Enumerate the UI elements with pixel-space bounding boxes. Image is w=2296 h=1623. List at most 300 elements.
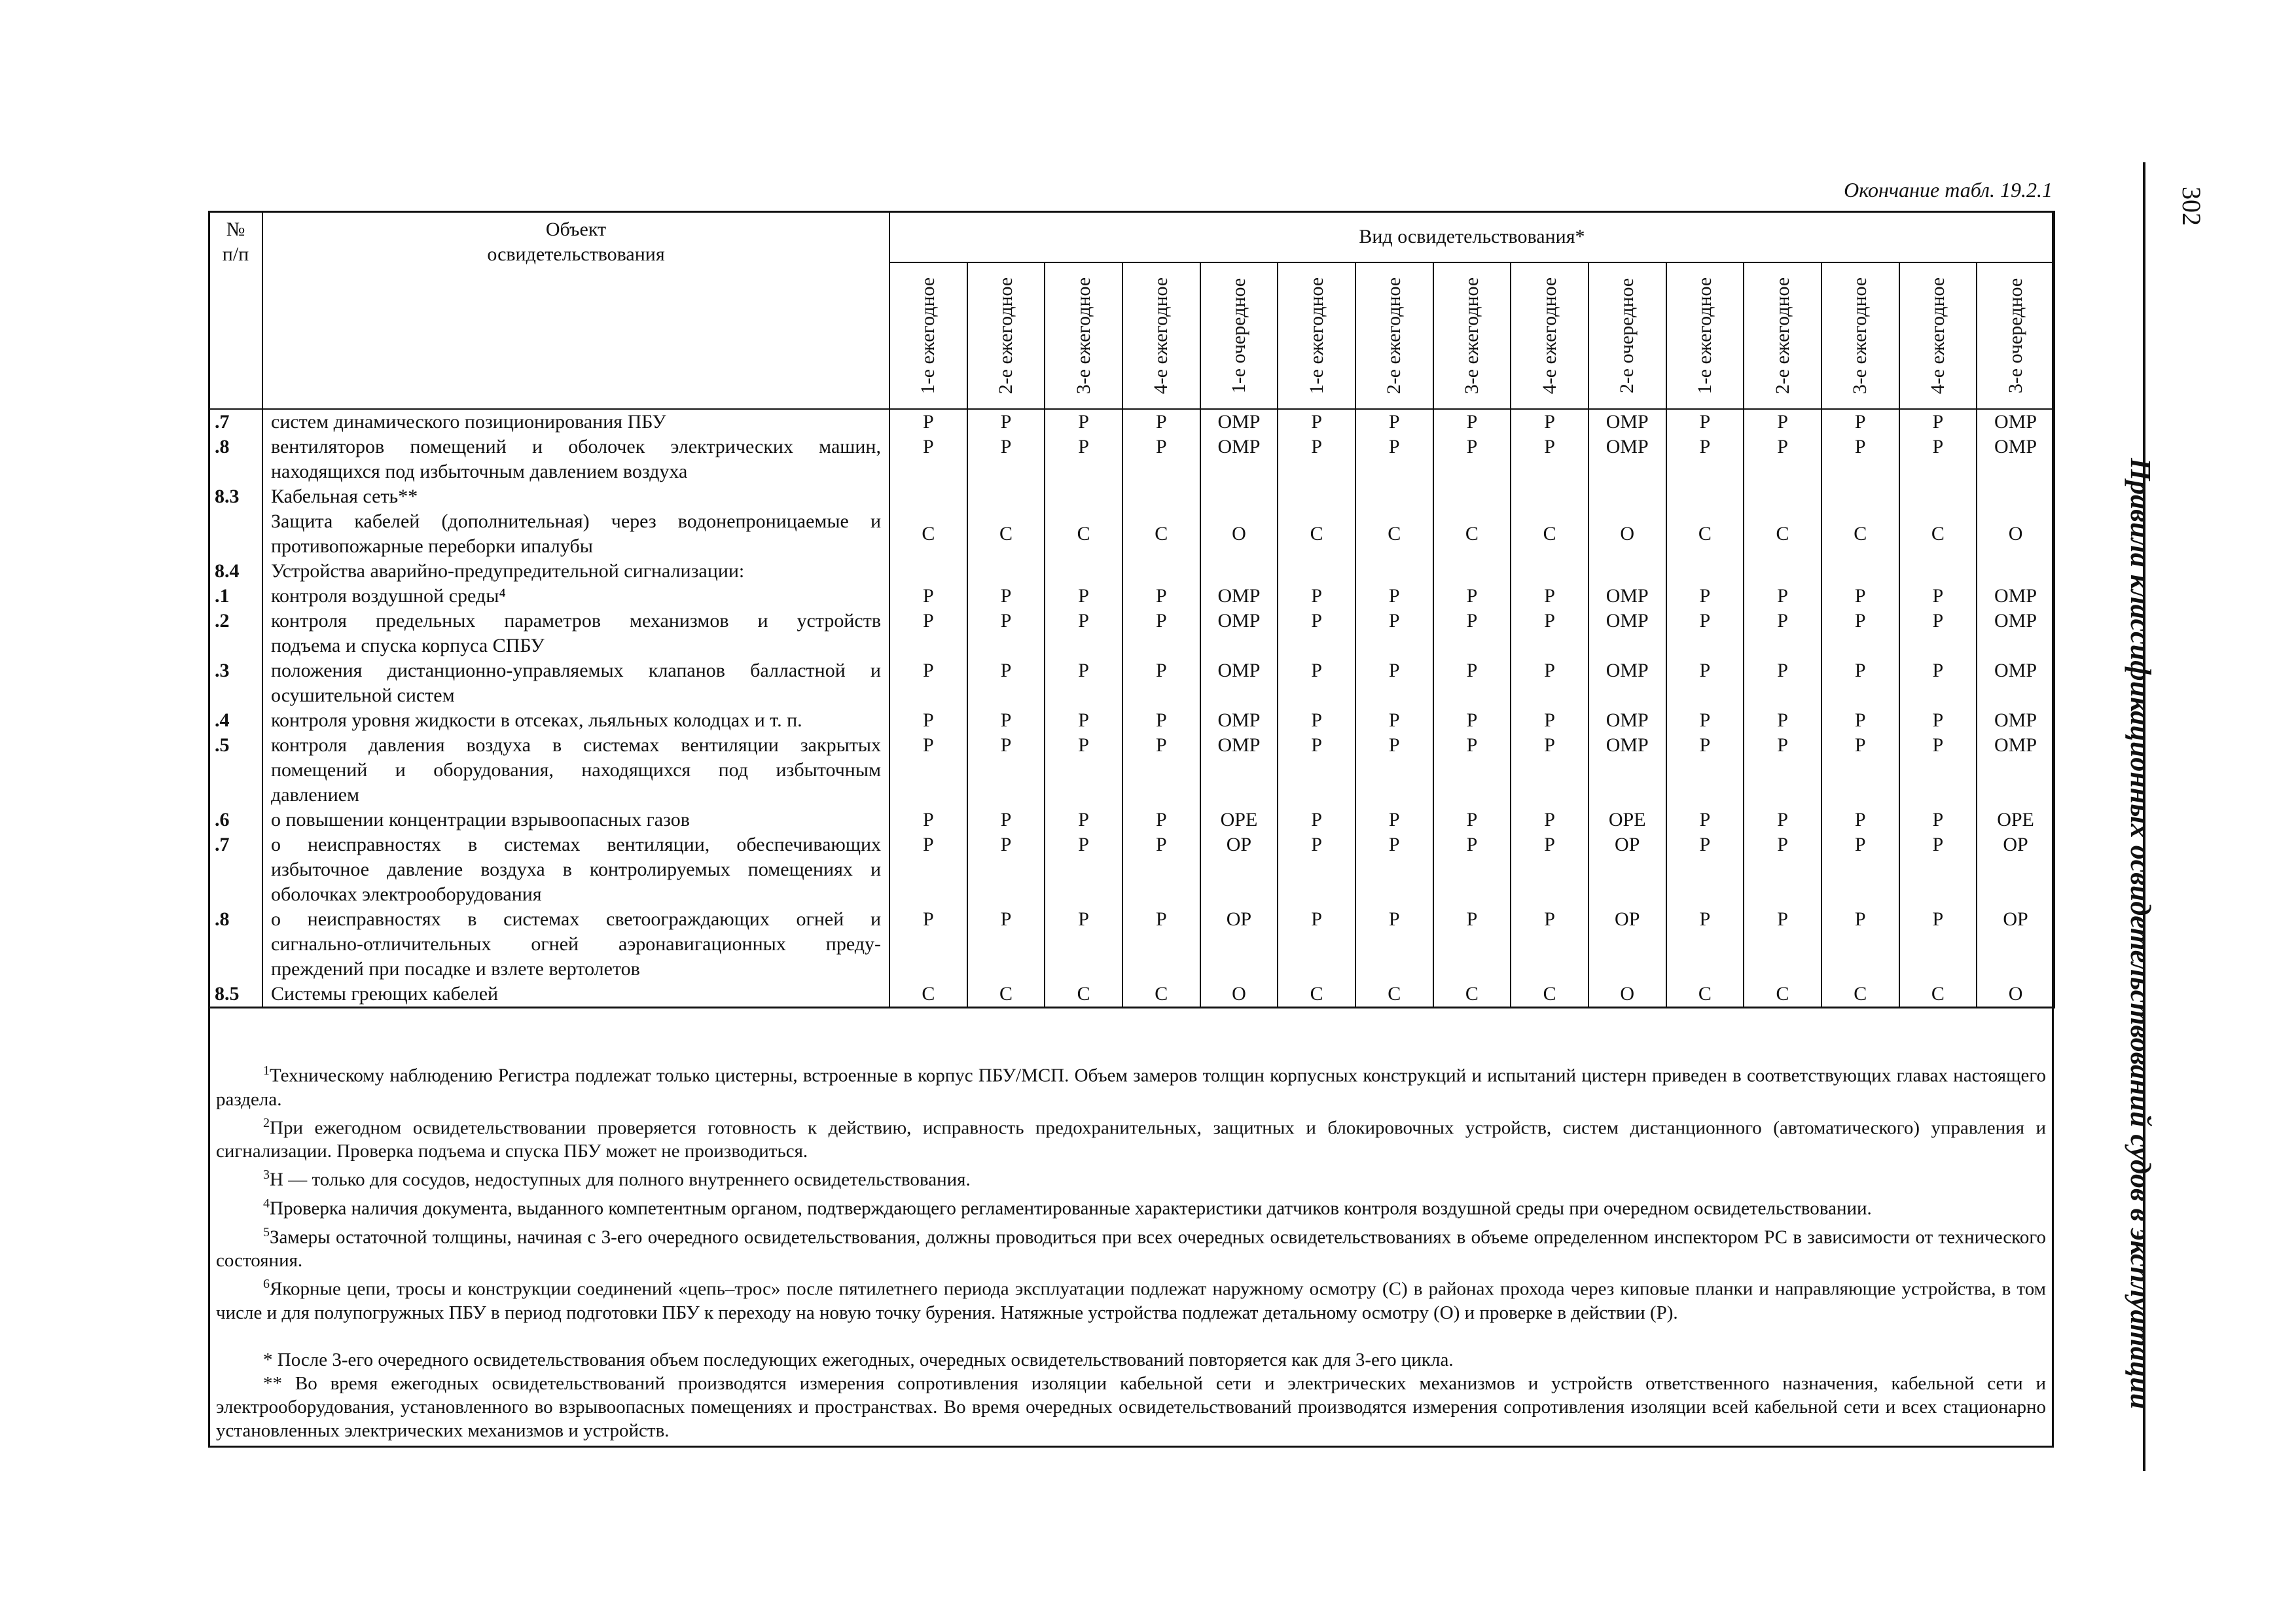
survey-value: Р xyxy=(889,584,967,609)
header-column-label: 3-е ежегодное xyxy=(1460,277,1482,395)
survey-value xyxy=(1200,559,1278,584)
survey-value: О xyxy=(1200,982,1278,1008)
survey-value: Р xyxy=(1511,658,1588,708)
survey-value: Р xyxy=(1122,584,1200,609)
survey-value: Р xyxy=(967,609,1045,658)
table-row xyxy=(209,435,2054,484)
survey-value: Р xyxy=(889,658,967,708)
survey-value: Р xyxy=(1278,832,1355,907)
item-number: 8.4 xyxy=(209,559,262,584)
survey-value: Р xyxy=(1744,609,1821,658)
survey-value: Р xyxy=(1045,832,1122,907)
item-number: .8 xyxy=(209,435,262,484)
survey-value: Р xyxy=(1744,708,1821,733)
survey-value: Р xyxy=(1744,733,1821,808)
survey-value: ОМР xyxy=(1200,435,1278,484)
survey-value xyxy=(1744,484,1821,509)
footnote-mark: 2 xyxy=(263,1115,270,1130)
survey-value: Р xyxy=(1821,609,1899,658)
survey-value: Р xyxy=(1122,409,1200,435)
survey-value: ОР xyxy=(1200,907,1278,982)
survey-value: ОМР xyxy=(1200,733,1278,808)
survey-value: Р xyxy=(1899,584,1977,609)
item-number: .7 xyxy=(209,832,262,907)
item-number: 8.3 xyxy=(209,484,262,509)
table-row xyxy=(209,658,2054,708)
header-column xyxy=(967,262,1045,409)
survey-value: Р xyxy=(1899,609,1977,658)
footnote-mark: 1 xyxy=(263,1063,270,1078)
survey-value: ОМР xyxy=(1200,609,1278,658)
survey-value: ОМР xyxy=(1977,733,2054,808)
footnote-text: Замеры остаточной толщины, начиная с 3-его очередного освидетельствования, должны проводиться при всех очередных освидетельствованиях в объеме определенном инспектором РС в зависимости от технического состояния. xyxy=(216,1226,2046,1272)
item-object xyxy=(262,484,889,509)
item-object-line: контроля давления воздуха в системах вентиляции закрытых xyxy=(271,734,881,756)
survey-value: Р xyxy=(1744,409,1821,435)
survey-value: ОМР xyxy=(1977,584,2054,609)
survey-value: Р xyxy=(1433,409,1511,435)
survey-value: Р xyxy=(889,609,967,658)
survey-value: Р xyxy=(1122,907,1200,982)
footnotes xyxy=(216,1059,2046,1442)
survey-value: Р xyxy=(967,435,1045,484)
survey-value xyxy=(967,559,1045,584)
item-object-line: оболочках электрооборудования xyxy=(271,883,542,905)
survey-value: ОМР xyxy=(1977,658,2054,708)
item-object-line: осушительной систем xyxy=(271,685,455,706)
survey-value: ОМР xyxy=(1588,609,1666,658)
asterisk-note: * После 3-его очередного освидетельствования объем последующих ежегодных, очередных освидетельствований повторяется как для 3-его цикла. xyxy=(263,1349,1454,1370)
survey-value xyxy=(889,484,967,509)
survey-value: Р xyxy=(1666,409,1744,435)
item-object xyxy=(262,584,889,609)
survey-value: Р xyxy=(1899,708,1977,733)
table-row xyxy=(209,584,2054,609)
survey-value: Р xyxy=(1355,708,1433,733)
survey-value: Р xyxy=(1666,907,1744,982)
survey-value: Р xyxy=(1433,435,1511,484)
survey-value: Р xyxy=(1744,435,1821,484)
survey-value: Р xyxy=(1045,435,1122,484)
header-column xyxy=(1899,262,1977,409)
survey-value: С xyxy=(967,509,1045,559)
survey-value: Р xyxy=(1666,808,1744,832)
survey-value: Р xyxy=(1045,808,1122,832)
header-column-label: 2-е ежегодное xyxy=(994,277,1016,395)
survey-value: ОР xyxy=(1977,907,2054,982)
survey-value xyxy=(1666,559,1744,584)
header-column-label: 1-е ежегодное xyxy=(1693,277,1715,395)
survey-value: О xyxy=(1200,509,1278,559)
survey-value: Р xyxy=(1511,808,1588,832)
survey-value: Р xyxy=(967,708,1045,733)
survey-value: Р xyxy=(1821,584,1899,609)
footnote-mark: 6 xyxy=(263,1277,270,1292)
item-object-line: контроля уровня жидкости в отсеках, льяльных колодцах и т. п. xyxy=(271,709,802,731)
survey-value: Р xyxy=(1122,609,1200,658)
survey-value: Р xyxy=(1899,832,1977,907)
survey-value: Р xyxy=(1511,907,1588,982)
item-object xyxy=(262,559,889,584)
survey-value: Р xyxy=(1433,708,1511,733)
item-object xyxy=(262,907,889,982)
header-column xyxy=(1821,262,1899,409)
survey-value xyxy=(967,484,1045,509)
survey-value xyxy=(1355,484,1433,509)
footnote-text: Техническому наблюдению Регистра подлежат только цистерны, встроенные в корпус ПБУ/МСП. Объем замеров толщин корпусных конструкций и испытаний цистерн приведен в соответствующих главах настоящего раздела. xyxy=(216,1065,2046,1110)
survey-value: Р xyxy=(1511,708,1588,733)
survey-value: Р xyxy=(1122,435,1200,484)
item-object-line: вентиляторов помещений и оболочек электрических машин, xyxy=(271,436,881,457)
survey-value: Р xyxy=(967,658,1045,708)
survey-value: Р xyxy=(889,708,967,733)
survey-value xyxy=(1899,484,1977,509)
survey-value: Р xyxy=(1511,733,1588,808)
item-number: .1 xyxy=(209,584,262,609)
survey-value: Р xyxy=(1278,658,1355,708)
item-object-line: Защита кабелей (дополнительная) через водонепроницаемые и xyxy=(271,510,881,532)
item-object xyxy=(262,435,889,484)
survey-value xyxy=(1744,559,1821,584)
survey-value: Р xyxy=(1511,584,1588,609)
survey-value: С xyxy=(889,509,967,559)
survey-value xyxy=(1821,484,1899,509)
survey-value: С xyxy=(1433,982,1511,1008)
survey-value: Р xyxy=(1045,658,1122,708)
survey-value: С xyxy=(1821,509,1899,559)
survey-value: Р xyxy=(1355,409,1433,435)
survey-value: Р xyxy=(1821,832,1899,907)
survey-value: С xyxy=(1433,509,1511,559)
survey-value xyxy=(1122,484,1200,509)
survey-value: С xyxy=(889,982,967,1008)
survey-value: С xyxy=(1045,982,1122,1008)
survey-value: Р xyxy=(1666,708,1744,733)
survey-value: ОР xyxy=(1200,832,1278,907)
item-object-line: преждений при посадке и взлете вертолетов xyxy=(271,958,640,980)
survey-value: Р xyxy=(1045,907,1122,982)
survey-value xyxy=(1977,484,2054,509)
survey-value: Р xyxy=(967,409,1045,435)
survey-value: Р xyxy=(1278,609,1355,658)
survey-value: С xyxy=(1278,509,1355,559)
survey-value: Р xyxy=(1122,733,1200,808)
footnote xyxy=(216,1272,2046,1325)
survey-value: О xyxy=(1588,509,1666,559)
survey-value: Р xyxy=(1666,609,1744,658)
survey-value xyxy=(1666,484,1744,509)
survey-value xyxy=(1433,559,1511,584)
header-column xyxy=(1666,262,1744,409)
survey-value: Р xyxy=(1045,708,1122,733)
survey-value: Р xyxy=(1666,733,1744,808)
survey-value: С xyxy=(1666,982,1744,1008)
survey-value: С xyxy=(1821,982,1899,1008)
table-row xyxy=(209,409,2054,435)
survey-value: Р xyxy=(1355,435,1433,484)
survey-value: Р xyxy=(1744,808,1821,832)
header-column xyxy=(1433,262,1511,409)
page-number: 302 xyxy=(2177,187,2206,226)
table-row xyxy=(209,832,2054,907)
item-object-line: систем динамического позиционирования ПБУ xyxy=(271,411,666,433)
survey-value: С xyxy=(1122,982,1200,1008)
survey-value: Р xyxy=(1045,584,1122,609)
table-caption: Окончание табл. 19.2.1 xyxy=(1844,178,2053,202)
table-row xyxy=(209,708,2054,733)
survey-value: Р xyxy=(1666,584,1744,609)
header-column xyxy=(1200,262,1278,409)
survey-value: Р xyxy=(1355,808,1433,832)
survey-value xyxy=(1511,484,1588,509)
survey-value: С xyxy=(1744,509,1821,559)
survey-value xyxy=(1045,484,1122,509)
item-object-line: избыточное давление воздуха в контролируемых помещениях и xyxy=(271,859,881,880)
item-number: .2 xyxy=(209,609,262,658)
item-object-line: сигнально-отличительных огней аэронавигационных преду- xyxy=(271,933,881,955)
survey-value: ОРЕ xyxy=(1200,808,1278,832)
item-object-line: контроля предельных параметров механизмов и устройств xyxy=(271,610,881,632)
survey-value: Р xyxy=(1899,409,1977,435)
survey-value: Р xyxy=(1355,658,1433,708)
survey-value: Р xyxy=(1433,907,1511,982)
item-object xyxy=(262,832,889,907)
item-number: .3 xyxy=(209,658,262,708)
footnote-mark: 5 xyxy=(263,1224,270,1240)
survey-value: Р xyxy=(1744,584,1821,609)
item-object xyxy=(262,409,889,435)
footnote-text: Проверка наличия документа, выданного компетентным органом, подтверждающего регламентированные характеристики датчиков контроля воздушной среды при очередном освидетельствовании. xyxy=(270,1198,1872,1219)
item-number: .7 xyxy=(209,409,262,435)
survey-value: Р xyxy=(1511,832,1588,907)
survey-value: Р xyxy=(1666,658,1744,708)
table-row xyxy=(209,484,2054,509)
survey-value: Р xyxy=(1433,584,1511,609)
survey-value: ОМР xyxy=(1588,584,1666,609)
survey-value: Р xyxy=(1122,658,1200,708)
survey-value: Р xyxy=(967,733,1045,808)
header-column-label: 1-е ежегодное xyxy=(917,277,939,395)
table-row xyxy=(209,509,2054,559)
survey-value: Р xyxy=(1355,733,1433,808)
item-object xyxy=(262,982,889,1008)
item-number: .6 xyxy=(209,808,262,832)
survey-value: Р xyxy=(1045,733,1122,808)
survey-value: Р xyxy=(1278,708,1355,733)
survey-value xyxy=(1433,484,1511,509)
survey-value: Р xyxy=(967,907,1045,982)
item-object-line: помещений и оборудования, находящихся под избыточным xyxy=(271,759,881,781)
survey-value: Р xyxy=(1278,808,1355,832)
table-row xyxy=(209,559,2054,584)
item-number: .8 xyxy=(209,907,262,982)
item-number: 8.5 xyxy=(209,982,262,1008)
survey-value: С xyxy=(1355,982,1433,1008)
header-column-label: 2-е ежегодное xyxy=(1771,277,1793,395)
survey-value xyxy=(1588,559,1666,584)
item-object-line: Системы греющих кабелей xyxy=(271,983,499,1005)
survey-value: Р xyxy=(1821,907,1899,982)
survey-value: ОМР xyxy=(1200,584,1278,609)
table-row xyxy=(209,808,2054,832)
survey-value: Р xyxy=(1511,435,1588,484)
survey-value xyxy=(889,559,967,584)
header-column-label: 2-е ежегодное xyxy=(1383,277,1405,395)
item-number: .5 xyxy=(209,733,262,808)
header-column xyxy=(1355,262,1433,409)
survey-value: ОМР xyxy=(1977,435,2054,484)
item-object-line: положения дистанционно-управляемых клапанов балластной и xyxy=(271,660,881,681)
footnote xyxy=(216,1221,2046,1273)
survey-value: ОМР xyxy=(1200,409,1278,435)
survey-value: Р xyxy=(1045,409,1122,435)
survey-value: Р xyxy=(1122,808,1200,832)
header-column-label: 2-е очередное xyxy=(1616,277,1638,394)
header-column xyxy=(1588,262,1666,409)
survey-value: О xyxy=(1977,509,2054,559)
item-object-line: о неисправностях в системах светоограждающих огней и xyxy=(271,908,881,930)
asterisk-note: ** Во время ежегодных освидетельствований производятся измерения сопротивления изоляции кабельной сети и электрических механизмов и устройств ответственного назначения, кабельной сети и электрооборудования, установленного во взрывоопасных помещениях и пространствах. Во время очередных освидетельствований производятся измерения сопротивления изоляции всей кабельной сети и всех стационарно установленных электрических механизмов и устройств. xyxy=(216,1372,2046,1441)
survey-value: Р xyxy=(1278,907,1355,982)
survey-value: Р xyxy=(1278,435,1355,484)
survey-value: С xyxy=(1511,509,1588,559)
survey-value: Р xyxy=(1433,808,1511,832)
survey-value: Р xyxy=(967,584,1045,609)
survey-value: С xyxy=(1666,509,1744,559)
survey-value: Р xyxy=(889,808,967,832)
survey-value: Р xyxy=(1821,435,1899,484)
survey-value: Р xyxy=(1666,435,1744,484)
survey-value: Р xyxy=(1511,609,1588,658)
survey-value: ОМР xyxy=(1200,658,1278,708)
survey-value xyxy=(1278,559,1355,584)
header-column xyxy=(1045,262,1122,409)
table-row xyxy=(209,733,2054,808)
survey-value: ОМР xyxy=(1588,733,1666,808)
survey-value: Р xyxy=(1899,907,1977,982)
survey-value: ОМР xyxy=(1977,409,2054,435)
survey-value: О xyxy=(1588,982,1666,1008)
survey-value: ОРЕ xyxy=(1588,808,1666,832)
footnote-text: Якорные цепи, тросы и конструкции соединений «цепь–трос» после пятилетнего периода эксплуатации подлежат наружному осмотру (С) в районах прохода через киповые планки и направляющие устройства, в том числе и для полупогружных ПБУ в период подготовки ПБУ к переходу на новую точку бурения. Натяжные устройства подлежат детальному осмотру (О) и проверке в действии (Р). xyxy=(216,1278,2046,1323)
header-survey-kind: Вид освидетельствования* xyxy=(889,211,2054,262)
item-object xyxy=(262,708,889,733)
survey-value: С xyxy=(1744,982,1821,1008)
survey-value: Р xyxy=(1744,832,1821,907)
header-no: № п/п xyxy=(209,211,262,409)
item-object xyxy=(262,509,889,559)
item-object-line: находящихся под избыточным давлением воздуха xyxy=(271,461,688,482)
header-column xyxy=(1744,262,1821,409)
survey-value: С xyxy=(1511,982,1588,1008)
header-column-label: 4-е ежегодное xyxy=(1538,277,1560,395)
header-column-label: 3-е ежегодное xyxy=(1849,277,1871,395)
survey-value: Р xyxy=(1278,584,1355,609)
header-column-label: 4-е ежегодное xyxy=(1926,277,1948,395)
item-object xyxy=(262,733,889,808)
survey-value: ОМР xyxy=(1588,435,1666,484)
survey-value: ОМР xyxy=(1588,708,1666,733)
survey-value xyxy=(1122,559,1200,584)
table-row xyxy=(209,907,2054,982)
survey-value: Р xyxy=(1355,609,1433,658)
survey-value: Р xyxy=(1433,658,1511,708)
survey-value: ОМР xyxy=(1200,708,1278,733)
header-column xyxy=(889,262,967,409)
survey-value xyxy=(1045,559,1122,584)
survey-value: Р xyxy=(1821,708,1899,733)
item-object xyxy=(262,658,889,708)
item-object xyxy=(262,609,889,658)
header-column xyxy=(1511,262,1588,409)
survey-value: Р xyxy=(1355,832,1433,907)
survey-value: Р xyxy=(1433,609,1511,658)
footnote xyxy=(216,1111,2046,1164)
survey-value: С xyxy=(967,982,1045,1008)
survey-value: Р xyxy=(1744,907,1821,982)
header-column xyxy=(1977,262,2054,409)
footnote-text: Н — только для сосудов, недоступных для полного внутреннего освидетельствования. xyxy=(270,1169,971,1190)
footnote xyxy=(216,1192,2046,1221)
survey-value: ОР xyxy=(1977,832,2054,907)
survey-value: Р xyxy=(1511,409,1588,435)
survey-value: ОМР xyxy=(1588,409,1666,435)
survey-value: Р xyxy=(967,808,1045,832)
survey-value xyxy=(1899,559,1977,584)
survey-value: Р xyxy=(889,435,967,484)
header-column-label: 3-е очередное xyxy=(2004,277,2026,394)
footnote xyxy=(216,1163,2046,1192)
header-column xyxy=(1278,262,1355,409)
survey-value: ОРЕ xyxy=(1977,808,2054,832)
item-object-line: противопожарные переборки ипалубы xyxy=(271,535,593,557)
footnote-mark: 4 xyxy=(263,1196,270,1211)
item-object-line: подъема и спуска корпуса СПБУ xyxy=(271,635,545,656)
survey-value: С xyxy=(1899,982,1977,1008)
survey-value: Р xyxy=(1355,584,1433,609)
survey-value xyxy=(1821,559,1899,584)
survey-value: Р xyxy=(1899,435,1977,484)
survey-value: Р xyxy=(1821,733,1899,808)
survey-value: О xyxy=(1977,982,2054,1008)
survey-value xyxy=(1278,484,1355,509)
header-column-label: 3-е ежегодное xyxy=(1072,277,1094,395)
survey-value xyxy=(1588,484,1666,509)
survey-value: С xyxy=(1122,509,1200,559)
table-row xyxy=(209,982,2054,1008)
survey-value: Р xyxy=(1666,832,1744,907)
survey-value xyxy=(1355,559,1433,584)
survey-value: С xyxy=(1899,509,1977,559)
survey-value: Р xyxy=(1899,733,1977,808)
survey-value: Р xyxy=(889,832,967,907)
item-number xyxy=(209,509,262,559)
survey-value: Р xyxy=(889,733,967,808)
header-object: Объект освидетельствования xyxy=(262,211,889,409)
survey-value: С xyxy=(1278,982,1355,1008)
survey-value: ОР xyxy=(1588,832,1666,907)
survey-table xyxy=(208,211,2055,1008)
survey-value: Р xyxy=(1122,708,1200,733)
survey-value: Р xyxy=(1821,658,1899,708)
item-object-line: о повышении концентрации взрывоопасных газов xyxy=(271,809,690,830)
footnote xyxy=(216,1059,2046,1111)
item-object-line: о неисправностях в системах вентиляции, обеспечивающих xyxy=(271,834,881,855)
header-column-label: 4-е ежегодное xyxy=(1150,277,1172,395)
survey-value: Р xyxy=(1821,409,1899,435)
survey-value: С xyxy=(1355,509,1433,559)
item-number: .4 xyxy=(209,708,262,733)
